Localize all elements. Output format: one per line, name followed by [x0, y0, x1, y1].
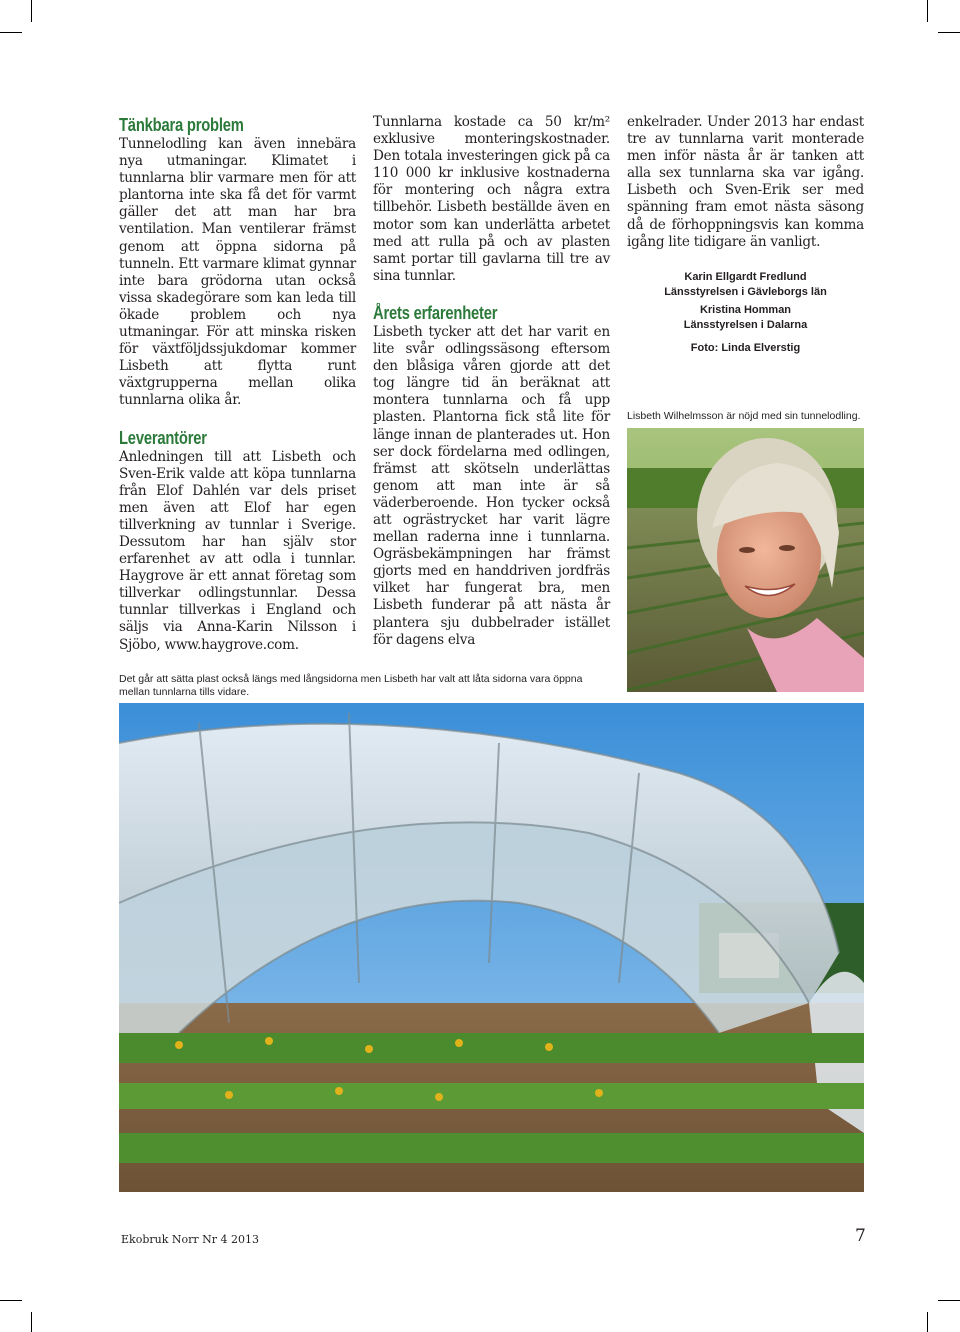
crop-mark	[938, 1300, 960, 1301]
cost-paragraph: Tunnlarna kostade ca 50 kr/m² exklusive monteringskostnader. Den totala investeringen gick på ca 110 000 kr inklusive kostnaderna för montering och några extra tillbehör. Lisbeth beställde även en motor som kan underlätta arbetet med att rulla på och av plasten samt portar till gavlarna till tre av sina tunnlar.	[373, 114, 610, 284]
photo-credit: Foto: Linda Elverstig	[690, 342, 801, 354]
section-body-problems: Tunnelodling kan även innebära nya utmaningar. Klimatet i tunnlarna blir varmare men för att plantorna inte ska få det för varmt gäller det att man har bra ventilation. Man ventilerar främst genom att öppna sidorna på tunneln. Ett varmare klimat gynnar inte bara grödorna utan också vissa skadegörare som kan leda till ökade problem och nya utmaningar. För att minska risken för växtföljdssjukdomar kommer Lisbeth att flytta runt växtgrupperna mellan olika tunnlarna olika år.	[119, 136, 356, 409]
article-column-1	[119, 114, 356, 654]
crop-mark	[927, 0, 928, 22]
publication-name: Ekobruk Norr Nr 4 2013	[121, 1233, 259, 1246]
section-body-experiences: Lisbeth tycker att det har varit en lite svår odlingssäsong eftersom den blåsiga våren gjorde att det tog längre tid än beräknat att montera tunnlarna och få upp plasten. Plantorna fick stå lite för länge innan de planterades ut. Hon ser dock fördelarna med odlingen, främst att skötseln underlättas genom att man inte är så väderberoende. Hon tycker också att ogrästrycket har varit lägre mellan raderna inne i tunnlarna. Ogräsbekämpningen har främst gjorts med en handdriven jordfräs vilket har fungerat bra, men Lisbeth funderar på att nästa år plantera sju dubbelrader istället för dagens elva	[373, 323, 610, 648]
portrait-caption: Lisbeth Wilhelmsson är nöjd med sin tunnelodling.	[627, 410, 861, 422]
author-name: Kristina Homman	[699, 304, 792, 316]
crop-mark	[31, 1312, 32, 1332]
portrait-photo	[627, 428, 864, 692]
crop-mark	[31, 0, 32, 22]
section-body-suppliers: Anledningen till att Lisbeth och Sven-Erik valde att köpa tunnlarna från Elof Dahlén var dels priset men även att Elof har egen tillverkning av tunnlar i Sverige. Dessutom har han själv stor erfarenhet av att odla i tunnlar. Haygrove är ett annat företag som tillverkar odlingstunnlar. Dessa tunnlar tillverkas i England och säljs via Anna-Karin Nilsson i Sjöbo, www.haygrove.com.	[119, 448, 356, 653]
crop-mark	[0, 1300, 22, 1301]
article-column-3	[627, 114, 864, 251]
article-column-2	[373, 114, 610, 649]
credits	[627, 270, 864, 356]
section-heading-experiences: Årets erfarenheter	[373, 302, 498, 323]
author-org: Länsstyrelsen i Gävleborgs län	[664, 286, 827, 298]
conclusion-paragraph: enkelrader. Under 2013 har endast tre av tunnlarna varit monterade men inför nästa år är tanken att alla sex tunnlarna ska var igång. Lisbeth och Sven-Erik ser med spänning fram emot nästa säsong då de förhoppningsvis kan komma igång lite tidigare än vanligt.	[627, 114, 864, 250]
section-heading-suppliers: Leverantörer	[119, 427, 207, 448]
crop-mark	[938, 32, 960, 33]
tunnel-caption: Det går att sätta plast också längs med långsidorna men Lisbeth har valt att låta sidorna vara öppna mellan tunnlarna tills vidare.	[119, 673, 583, 698]
crop-mark	[927, 1312, 928, 1332]
author-org: Länsstyrelsen i Dalarna	[683, 319, 808, 331]
crop-mark	[0, 32, 22, 33]
section-heading-problems: Tänkbara problem	[119, 115, 244, 135]
page-number: 7	[855, 1226, 866, 1246]
author-name: Karin Ellgardt Fredlund	[684, 271, 807, 283]
tunnel-photo	[119, 703, 864, 1192]
